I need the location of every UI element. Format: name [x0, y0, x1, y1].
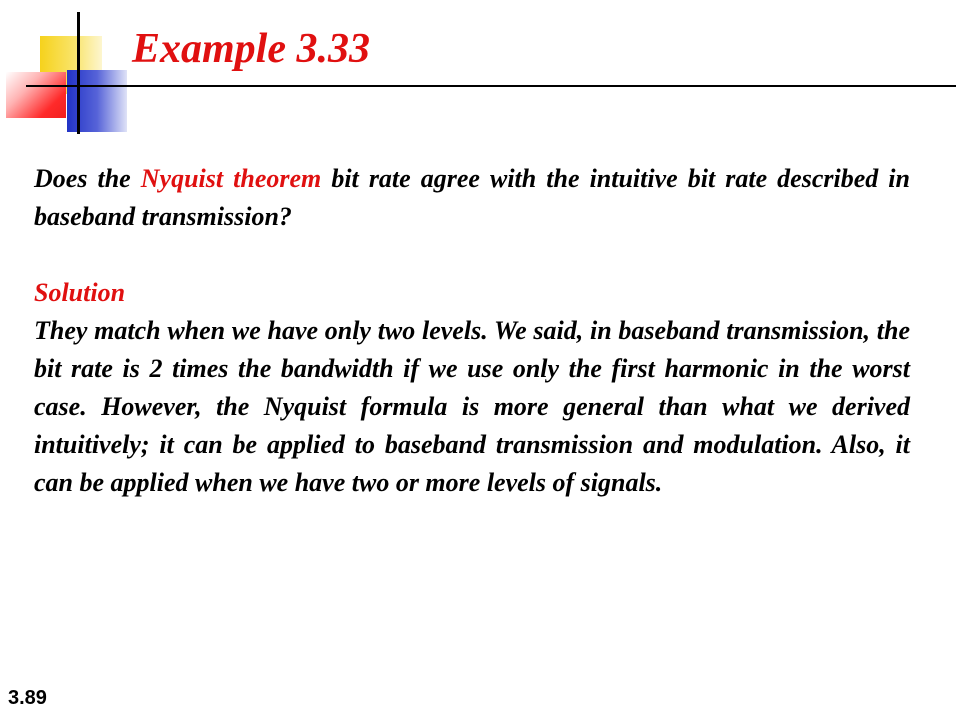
question-paragraph: [34, 160, 910, 236]
solution-paragraph: They match when we have only two levels. We said, in baseband transmission, the bit rate is 2 times the bandwidth if we use only the first harmonic in the worst case. However, the Nyquist formula is more general than what we derived intuitively; it can be applied to baseband transmission and modulation. Also, it can be applied when we have two or more levels of signals.: [34, 316, 910, 497]
slide-logo-decoration: [0, 0, 130, 140]
title-underline-rule: [26, 85, 956, 87]
question-highlight: Nyquist theorem: [140, 164, 322, 193]
red-square-shape: [6, 72, 66, 118]
slide-body: [34, 160, 910, 502]
page-number: 3.89: [8, 687, 47, 709]
slide-title: Example 3.33: [132, 26, 370, 72]
solution-heading: Solution: [34, 278, 126, 307]
question-text-after: bit rate agree with the intuitive bit rate described in baseband transmission?: [34, 164, 910, 231]
question-text-before: Does the: [34, 164, 141, 193]
vertical-rule: [77, 12, 80, 134]
blue-square-shape: [67, 70, 127, 132]
